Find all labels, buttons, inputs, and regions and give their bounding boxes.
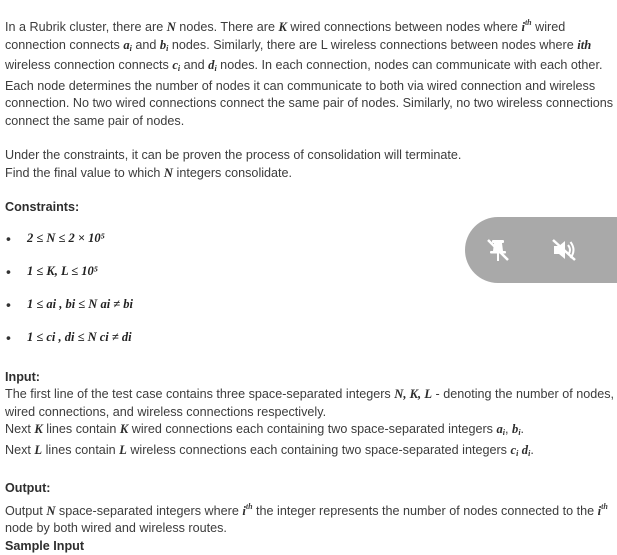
input-heading: Input:	[5, 369, 615, 387]
input-line-2: Next K lines contain K wired connections each containing two space-separated integers $a_i$, $b_i$.	[5, 421, 615, 442]
constraints-heading: Constraints:	[5, 199, 615, 217]
constraint-item: • 1 ≤ ai , bi ≤ N ai ≠ bi	[5, 289, 615, 322]
input-line-1: The first line of the test case contains three space-separated integers N, K, L - denoting the number of nodes, wired connections, and wireless connections respectively.	[5, 386, 615, 421]
constraint-item: • 1 ≤ ci , di ≤ N ci ≠ di	[5, 322, 615, 355]
final-value-line: Find the final value to which N integers consolidate.	[5, 165, 615, 183]
sample-input-heading: Sample Input	[5, 538, 615, 555]
media-controls-overlay[interactable]	[465, 217, 617, 283]
pin-off-icon[interactable]	[484, 236, 512, 264]
consolidation-line: Under the constraints, it can be proven the process of consolidation will terminate.	[5, 147, 615, 165]
constraint-item: • 2 ≤ N ≤ 2 × 10⁵	[5, 223, 615, 256]
output-description: Output N space-separated integers where $i^{th}$ the integer represents the number of nodes connected to the $i^{th}$ node by both wired and wireless routes.	[5, 498, 615, 538]
constraint-item: • 1 ≤ K, L ≤ 10⁵	[5, 256, 615, 289]
input-line-3: Next L lines contain L wireless connections each containing two space-separated integers $c_i$ $d_i$.	[5, 442, 615, 463]
volume-muted-icon[interactable]	[550, 236, 578, 264]
problem-statement	[5, 14, 615, 555]
intro-paragraph: In a Rubrik cluster, there are N nodes. There are K wired connections between nodes where $i^{th}$ wired connection connects $a_i$ and $b_i$ nodes. Similarly, there are L wireless connections between nodes where ith wireless connection connects $c_i$ and $d_i$ nodes. In each connection, nodes can communicate with each other. Each node determines the number of nodes it can communicate to both via wired connection and wireless connection. No two wired connections connect the same pair of nodes. Similarly, no two wireless connections connect the same pair of nodes.	[5, 14, 615, 130]
output-heading: Output:	[5, 480, 615, 498]
